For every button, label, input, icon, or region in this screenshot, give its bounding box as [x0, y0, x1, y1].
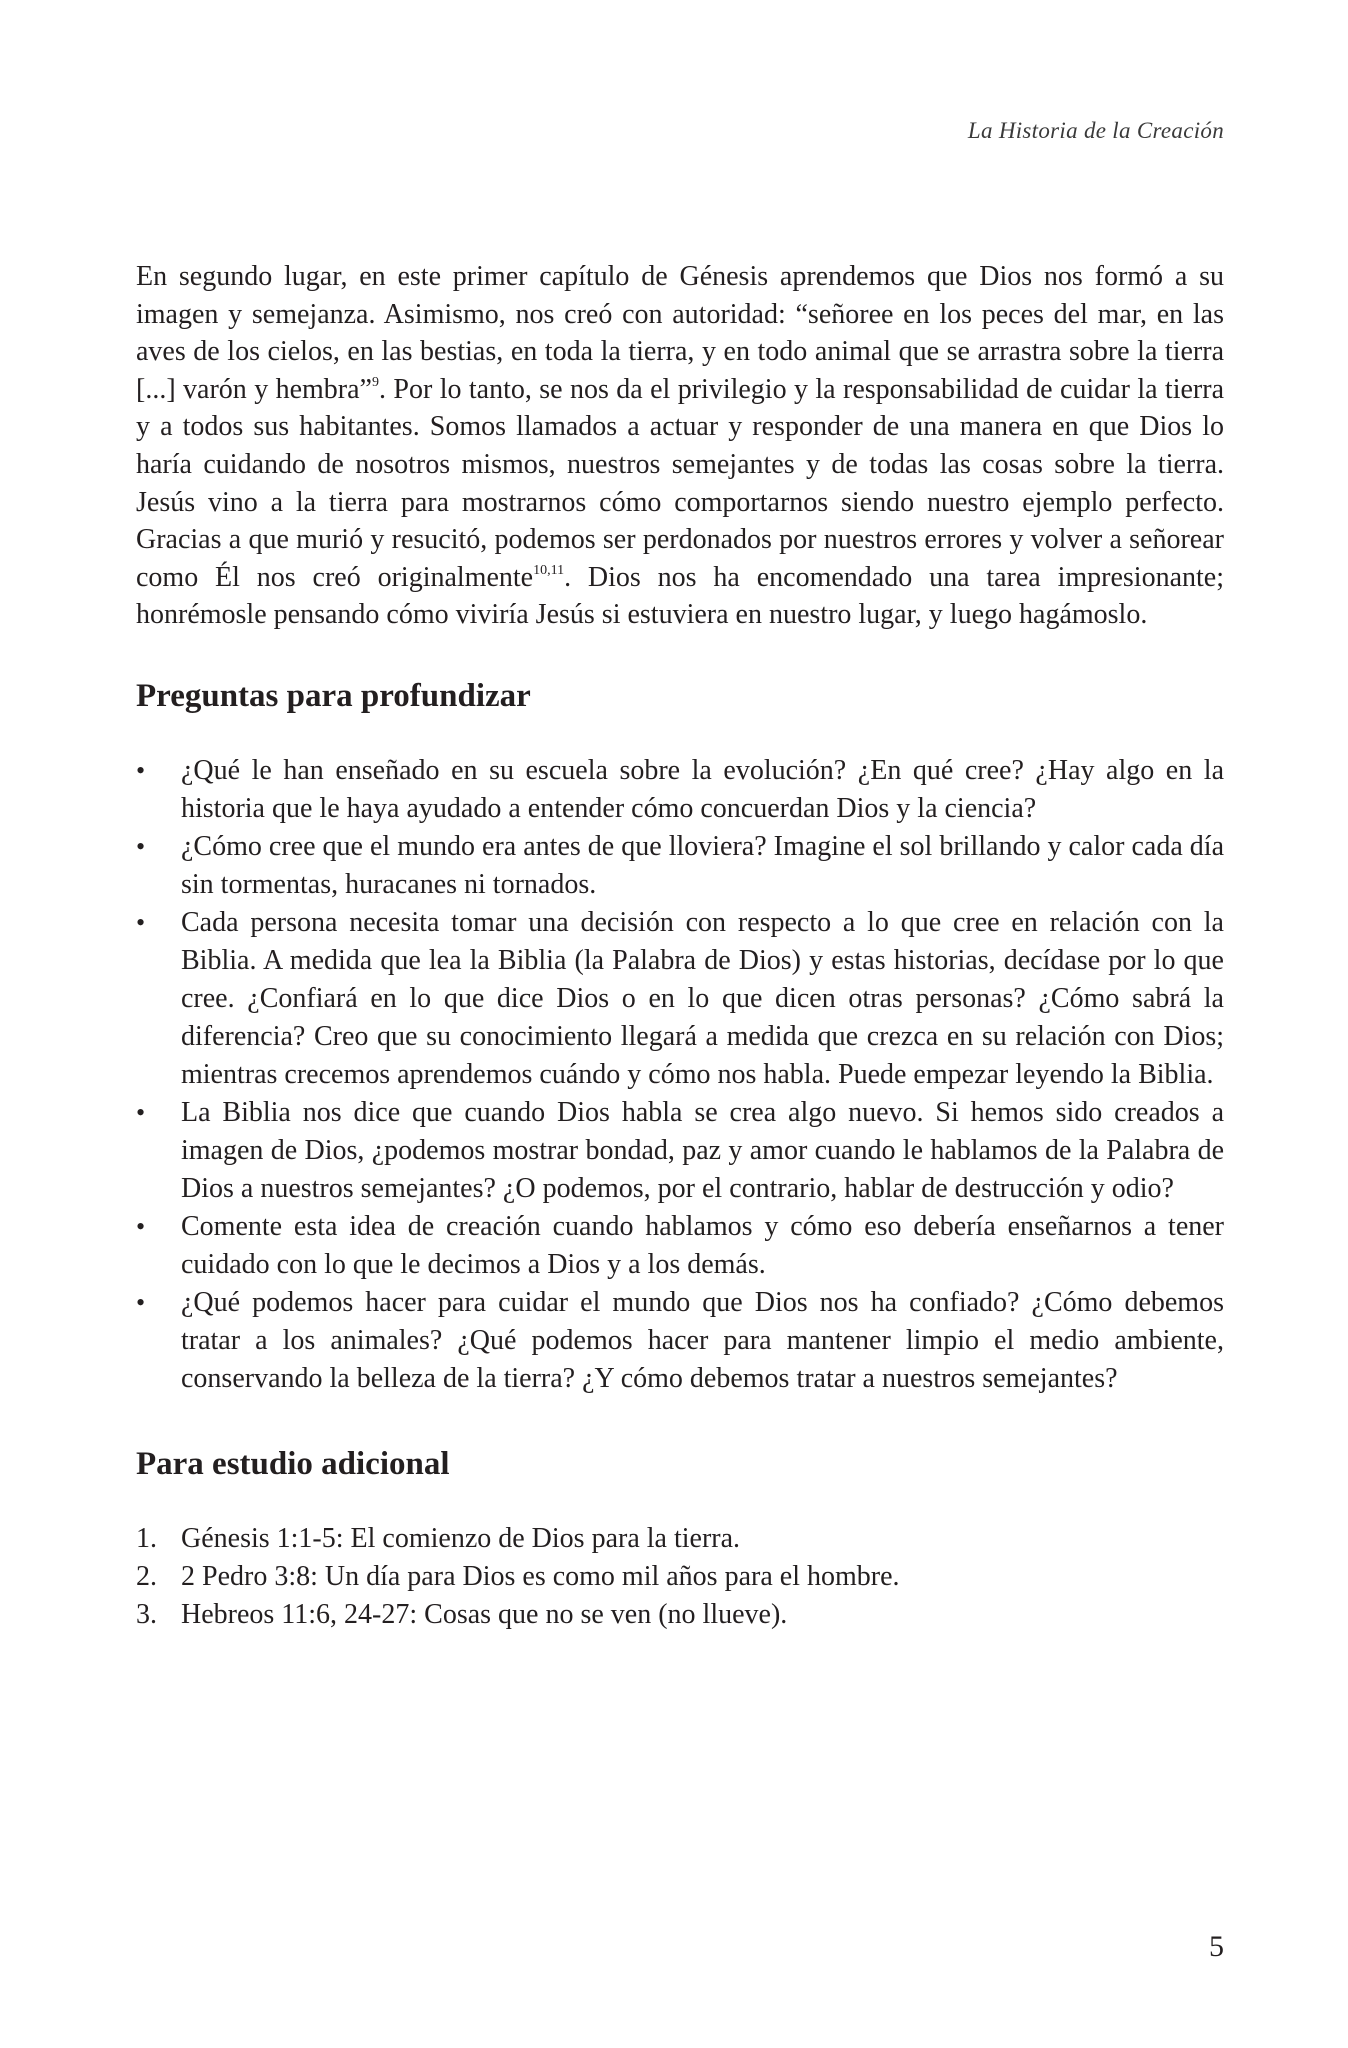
- question-item: [136, 1284, 1224, 1398]
- reference-text: Génesis 1:1-5: El comienzo de Dios para la tierra.: [181, 1522, 741, 1554]
- bullet-icon: •: [136, 755, 146, 785]
- reference-number: 2.: [136, 1560, 157, 1592]
- reference-item: [136, 1558, 1224, 1596]
- paragraph-text: En segundo lugar, en este primer capítulo de Génesis aprendemos que Dios nos formó a su imagen y semejanza. Asimismo, nos creó con autoridad: “señoree en los peces del mar, en las aves de los cielos, en las bestias, en toda la tierra, y en todo animal que se arrastra sobre la tierra [...] varón y hembra”: [136, 261, 1224, 405]
- question-item: [136, 752, 1224, 828]
- bullet-icon: •: [136, 1211, 146, 1241]
- running-head: La Historia de la Creación: [967, 118, 1224, 143]
- question-item: [136, 828, 1224, 904]
- footnote-ref: 10,11: [533, 562, 565, 578]
- section-heading-study: Para estudio adicional: [136, 1445, 450, 1482]
- question-text: La Biblia nos dice que cuando Dios habla se crea algo nuevo. Si hemos sido creados a imagen de Dios, ¿podemos mostrar bondad, paz y amor cuando le hablamos de la Palabra de Dios a nuestros semejantes? ¿O podemos, por el contrario, hablar de destrucción y odio?: [181, 1096, 1224, 1204]
- page-number: 5: [1209, 1930, 1224, 1963]
- question-item: [136, 1208, 1224, 1284]
- section-heading-questions: Preguntas para profundizar: [136, 677, 531, 714]
- question-text: Comente esta idea de creación cuando hablamos y cómo eso debería enseñarnos a tener cuidado con lo que le decimos a Dios y a los demás.: [181, 1210, 1224, 1280]
- bullet-icon: •: [136, 831, 146, 861]
- bullet-icon: •: [136, 907, 146, 937]
- reference-item: [136, 1520, 1224, 1558]
- bullet-icon: •: [136, 1097, 146, 1127]
- question-text: Cada persona necesita tomar una decisión con respecto a lo que cree en relación con la Biblia. A medida que lea la Biblia (la Palabra de Dios) y estas historias, decídase por lo que cree. ¿Confiará en lo que dice Dios o en lo que dicen otras personas? ¿Cómo sabrá la diferencia? Creo que su conocimiento llegará a medida que crezca en su relación con Dios; mientras crecemos aprendemos cuándo y cómo nos habla. Puede empezar leyendo la Biblia.: [181, 906, 1224, 1090]
- reference-item: [136, 1596, 1224, 1634]
- footnote-ref: 9: [372, 374, 379, 390]
- questions-list: [136, 752, 1224, 1398]
- intro-paragraph: [136, 258, 1224, 634]
- reference-number: 1.: [136, 1522, 157, 1554]
- study-references-list: [136, 1520, 1224, 1634]
- question-text: ¿Qué podemos hacer para cuidar el mundo que Dios nos ha confiado? ¿Cómo debemos tratar a los animales? ¿Qué podemos hacer para mantener limpio el medio ambiente, conservando la belleza de la tierra? ¿Y cómo debemos tratar a nuestros semejantes?: [181, 1286, 1224, 1394]
- reference-text: 2 Pedro 3:8: Un día para Dios es como mil años para el hombre.: [181, 1560, 900, 1592]
- page-content: [136, 258, 1224, 1634]
- reference-number: 3.: [136, 1598, 157, 1630]
- question-text: ¿Qué le han enseñado en su escuela sobre la evolución? ¿En qué cree? ¿Hay algo en la historia que le haya ayudado a entender cómo concuerdan Dios y la ciencia?: [181, 754, 1224, 824]
- question-text: ¿Cómo cree que el mundo era antes de que lloviera? Imagine el sol brillando y calor cada día sin tormentas, huracanes ni tornados.: [181, 830, 1224, 900]
- paragraph-text: . Por lo tanto, se nos da el privilegio y la responsabilidad de cuidar la tierra y a todos sus habitantes. Somos llamados a actuar y responder de una manera en que Dios lo haría cuidando de nosotros mismos, nuestros semejantes y de todas las cosas sobre la tierra. Jesús vino a la tierra para mostrarnos cómo comportarnos siendo nuestro ejemplo perfecto. Gracias a que murió y resucitó, podemos ser perdonados por nuestros errores y volver a señorear como Él nos creó originalmente: [136, 373, 1224, 593]
- paragraph-text: . Dios nos ha encomendado una tarea impresionante; honrémosle pensando cómo viviría Jesús si estuviera en nuestro lugar, y luego hagámoslo.: [136, 561, 1224, 631]
- reference-text: Hebreos 11:6, 24-27: Cosas que no se ven (no llueve).: [181, 1598, 788, 1630]
- question-item: [136, 904, 1224, 1094]
- bullet-icon: •: [136, 1287, 146, 1317]
- question-item: [136, 1094, 1224, 1208]
